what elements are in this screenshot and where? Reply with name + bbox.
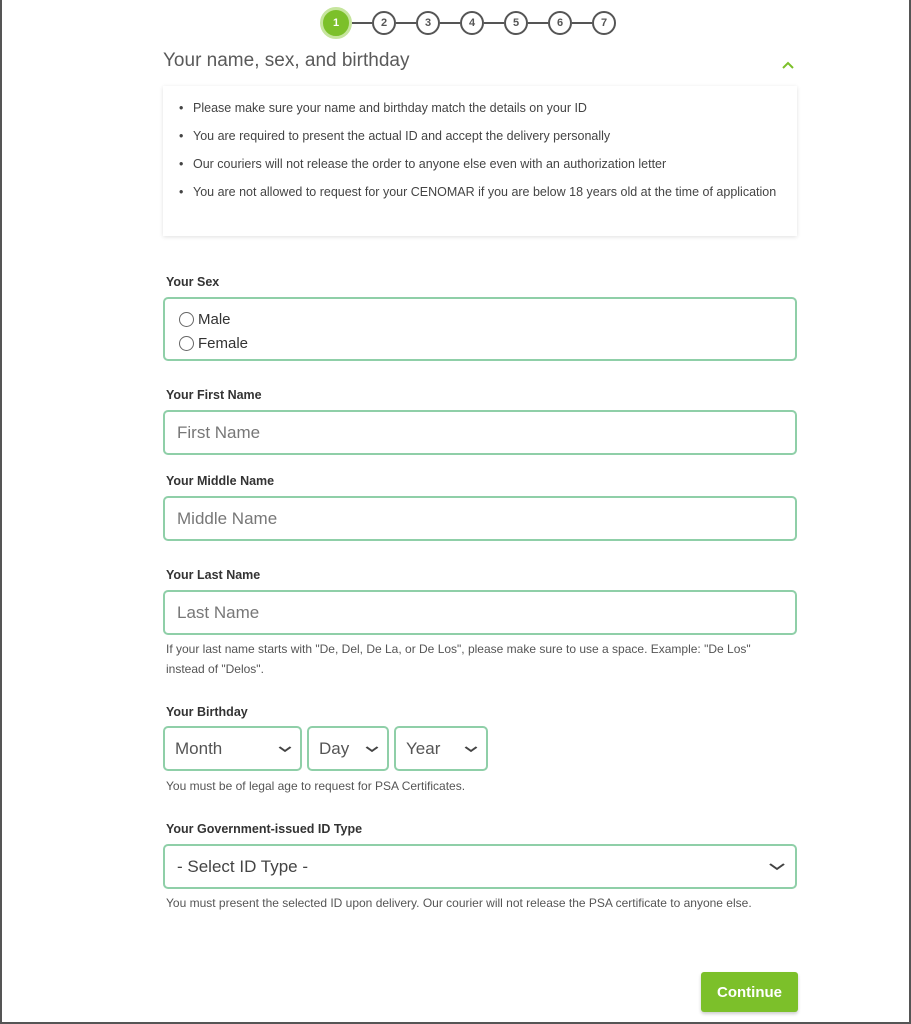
step-connector: [352, 22, 372, 24]
step-7[interactable]: 7: [592, 11, 616, 35]
step-4[interactable]: 4: [460, 11, 484, 35]
select-value: Day: [319, 738, 350, 758]
step-connector: [484, 22, 504, 24]
step-connector: [528, 22, 548, 24]
first-name-input[interactable]: [163, 410, 797, 455]
chevron-down-icon: [769, 860, 786, 874]
radio-button[interactable]: [179, 312, 194, 327]
sex-label: Your Sex: [166, 275, 220, 289]
chevron-down-icon: [365, 742, 379, 756]
birth-month-select[interactable]: [163, 726, 302, 771]
radio-button[interactable]: [179, 336, 194, 351]
select-value: Month: [175, 738, 223, 758]
step-connector: [396, 22, 416, 24]
note-item: • Our couriers will not release the order to anyone else even with an authorization letter: [193, 154, 777, 174]
note-item: • You are required to present the actual ID and accept the delivery personally: [193, 126, 777, 146]
step-1[interactable]: 1: [320, 7, 352, 39]
last-name-input[interactable]: [163, 590, 797, 635]
id-type-label: Your Government-issued ID Type: [166, 822, 363, 836]
chevron-up-icon[interactable]: [780, 56, 796, 72]
first-name-label: Your First Name: [166, 388, 262, 402]
radio-label: Female: [198, 334, 249, 352]
last-name-label: Your Last Name: [166, 568, 261, 582]
sex-option-male[interactable]: [179, 307, 781, 331]
middle-name-label: Your Middle Name: [166, 474, 275, 488]
birth-year-select[interactable]: [394, 726, 488, 771]
sex-option-female[interactable]: [179, 331, 781, 355]
note-item: • Please make sure your name and birthday match the details on your ID: [193, 98, 777, 118]
note-item: • You are not allowed to request for your CENOMAR if you are below 18 years old at the time of application: [193, 182, 777, 202]
step-2[interactable]: 2: [372, 11, 396, 35]
continue-button[interactable]: Continue: [701, 972, 798, 1012]
id-type-select[interactable]: [163, 844, 797, 889]
id-type-hint: You must present the selected ID upon delivery. Our courier will not release the PSA certificate to anyone else.: [166, 896, 752, 910]
info-notes-box: [163, 86, 797, 236]
step-5[interactable]: 5: [504, 11, 528, 35]
step-connector: [572, 22, 592, 24]
select-value: Year: [406, 738, 441, 758]
chevron-down-icon: [278, 742, 292, 756]
step-connector: [440, 22, 460, 24]
select-value: - Select ID Type -: [177, 856, 309, 876]
sex-radio-group: [163, 297, 797, 361]
birthday-hint: You must be of legal age to request for PSA Certificates.: [166, 779, 466, 793]
progress-stepper: [320, 7, 616, 39]
step-6[interactable]: 6: [548, 11, 572, 35]
chevron-down-icon: [464, 742, 478, 756]
birthday-label: Your Birthday: [166, 705, 248, 719]
last-name-hint: If your last name starts with "De, Del, De La, or De Los", please make sure to use a space. Example: "De Los" instead of "Delos".: [166, 642, 751, 676]
middle-name-input[interactable]: [163, 496, 797, 541]
section-title: Your name, sex, and birthday: [163, 50, 410, 71]
radio-label: Male: [198, 310, 231, 328]
birth-day-select[interactable]: [307, 726, 389, 771]
step-3[interactable]: 3: [416, 11, 440, 35]
